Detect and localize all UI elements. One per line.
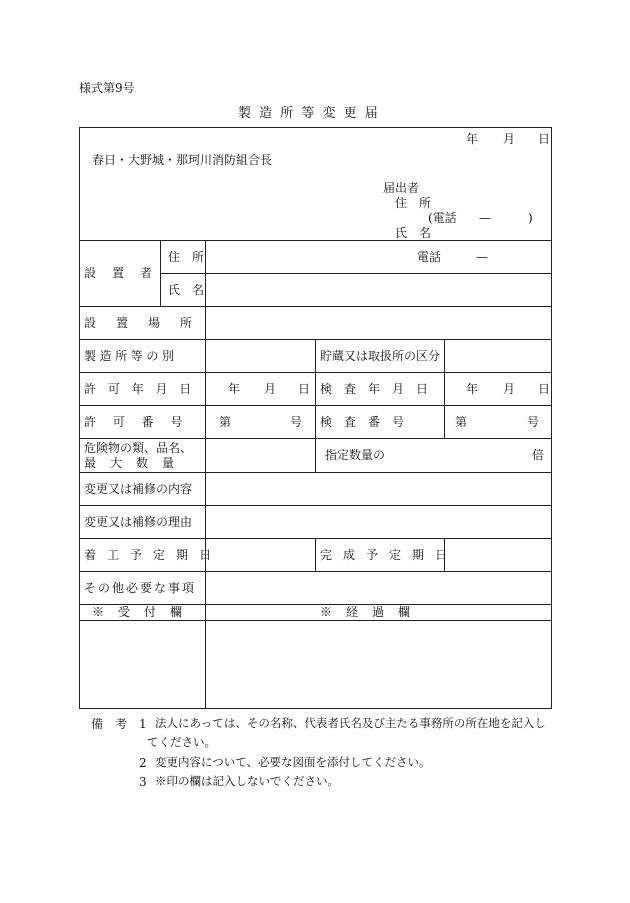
change-reason-label: 変更又は補修の理由 bbox=[84, 515, 193, 529]
inspection-number-label: 検 査 番 号 bbox=[320, 415, 405, 429]
designated-qty-label: 指定数量の bbox=[325, 448, 386, 462]
installer-phone-dash: — bbox=[476, 250, 488, 264]
remark-1-num: 1 bbox=[139, 717, 147, 731]
applicant-address-label: 住 所 bbox=[395, 196, 432, 210]
permit-day: 日 bbox=[298, 382, 311, 396]
page-title: 製 造 所 等 変 更 届 bbox=[238, 106, 380, 121]
applicant-phone-dash: — bbox=[479, 211, 491, 225]
reception-label: ※ 受 付 欄 bbox=[92, 605, 184, 619]
permit-number-prefix: 第 bbox=[219, 415, 232, 429]
inspection-number-suffix: 号 bbox=[527, 415, 540, 429]
remark-1-text: 法人にあっては、その名称、代表者氏名及び主たる事務所の所在地を記入し bbox=[155, 716, 546, 730]
addressee: 春日・大野城・那珂川消防組合長 bbox=[92, 153, 273, 167]
hazmat-label-line1: 危険物の類、品名、 bbox=[84, 441, 193, 455]
inspection-date-label: 検 査 年 月 日 bbox=[320, 382, 429, 396]
facility-type-label: 製造所等の別 bbox=[84, 349, 178, 363]
date-day-label: 日 bbox=[538, 132, 551, 146]
date-month-label: 月 bbox=[503, 132, 516, 146]
installer-address-label: 住 所 bbox=[168, 250, 205, 264]
installer-label: 設 置 者 bbox=[84, 266, 155, 280]
permit-number-label: 許 可 番 号 bbox=[84, 415, 185, 429]
permit-number-suffix: 号 bbox=[290, 415, 303, 429]
remark-3-num: 3 bbox=[139, 775, 147, 789]
remarks-label: 備 考 bbox=[91, 717, 128, 731]
date-year-label: 年 bbox=[466, 132, 479, 146]
installer-name-label: 氏 名 bbox=[168, 283, 205, 297]
installer-phone-label: 電話 bbox=[417, 250, 442, 264]
remark-3-text: ※印の欄は記入しないでください。 bbox=[155, 774, 339, 788]
remark-2-text: 変更内容について、必要な図面を添付してください。 bbox=[155, 755, 431, 769]
applicant-name-label: 氏 名 bbox=[395, 226, 432, 240]
start-date-label: 着 工 予 定 期 日 bbox=[84, 548, 215, 562]
completion-date-label: 完 成 予 定 期 日 bbox=[320, 548, 451, 562]
install-location-label: 設 置 場 所 bbox=[84, 316, 197, 330]
inspection-day: 日 bbox=[538, 382, 551, 396]
applicant-label: 届出者 bbox=[383, 181, 420, 195]
permit-date-label: 許 可 年 月 日 bbox=[84, 382, 196, 396]
applicant-phone-close: ) bbox=[528, 211, 533, 225]
form-number: 様式第9号 bbox=[79, 81, 135, 95]
progress-label: ※ 経 過 欄 bbox=[320, 605, 412, 619]
inspection-year: 年 bbox=[466, 382, 479, 396]
storage-type-label: 貯蔵又は取扱所の区分 bbox=[320, 349, 441, 363]
inspection-month: 月 bbox=[503, 382, 516, 396]
remark-2-num: 2 bbox=[139, 756, 147, 770]
hazmat-label-line2: 最 大 数 量 bbox=[84, 456, 176, 470]
permit-year: 年 bbox=[228, 382, 241, 396]
other-label: その他必要な事項 bbox=[84, 581, 197, 595]
designated-qty-times: 倍 bbox=[532, 448, 545, 462]
applicant-phone-label: (電話 bbox=[428, 211, 457, 225]
remark-1-text-cont: てください。 bbox=[147, 735, 216, 749]
inspection-number-prefix: 第 bbox=[455, 415, 468, 429]
permit-month: 月 bbox=[264, 382, 277, 396]
change-content-label: 変更又は補修の内容 bbox=[84, 482, 193, 496]
